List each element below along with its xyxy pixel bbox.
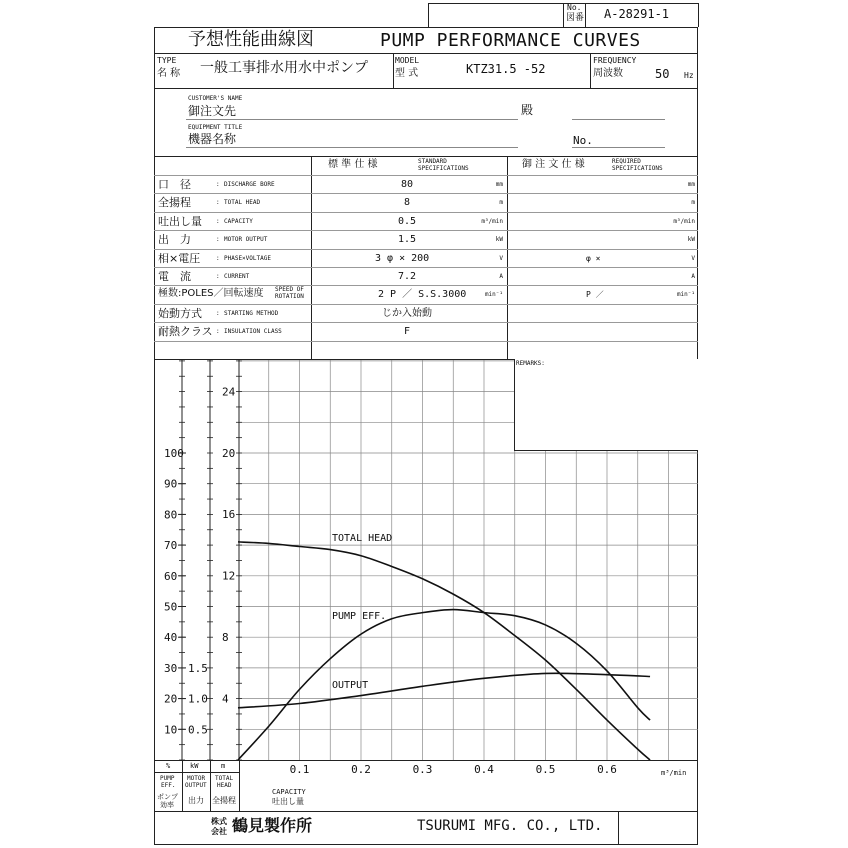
spec-row-standard-unit: kW	[495, 236, 503, 243]
equipment-label-jp: 機器名称	[188, 132, 237, 146]
spec-row-standard-value: 2 P ／ S.S.3000	[378, 289, 467, 300]
kw-axis-tick-label: 1.0	[188, 692, 208, 706]
footer-div	[618, 811, 619, 845]
spec-row-standard-value: 7.2	[397, 271, 417, 282]
spec-row-label-en: PHASE×VOLTAGE	[224, 255, 271, 262]
company-jp-small-1: 株式	[211, 817, 227, 826]
label-output: OUTPUT	[332, 680, 369, 691]
x-axis-tick-label: 0.4	[474, 763, 494, 776]
legend-unit-m: m	[221, 762, 226, 770]
legend-row-line	[154, 772, 240, 773]
eff-axis-tick-label: 50	[164, 600, 178, 614]
head-axis-tick-label: 24	[222, 385, 236, 399]
spec-row-colon: :	[216, 273, 220, 280]
eff-axis-tick-label: 10	[164, 723, 178, 737]
spec-row-required-unit: min⁻¹	[676, 291, 695, 298]
x-axis-tick-label: 0.2	[351, 763, 371, 776]
spec-row-required-value: P ／	[586, 290, 604, 299]
poles-en-2: ROTATION	[275, 293, 304, 300]
customer-suffix: 殿	[521, 103, 534, 117]
legend-eff-jp2: 効率	[160, 801, 174, 809]
legend-m-en2: HEAD	[217, 782, 232, 789]
head-axis-tick-label: 4	[222, 692, 229, 706]
spec-row-required-unit: A	[691, 273, 695, 280]
spec-row-standard-unit: mm	[495, 181, 503, 188]
poles-en-1: SPEED OF	[275, 286, 304, 293]
head-axis-tick-label: 8	[222, 631, 229, 645]
label-pump-eff: PUMP EFF.	[332, 611, 387, 622]
x-axis-tick-label: 0.1	[289, 763, 310, 776]
freq-label-jp: 周波数	[593, 68, 623, 79]
spec-row-colon: :	[216, 255, 220, 262]
poles-label: 極数:POLES／回転速度	[158, 288, 264, 299]
spec-header-required-en1: REQUIRED	[612, 158, 641, 165]
spec-row-colon: :	[216, 310, 220, 317]
spec-row-required-unit: m³/min	[673, 218, 695, 225]
spec-row-standard-value: 3 φ × 200	[375, 253, 430, 264]
legend-unit-kw: kW	[190, 762, 199, 770]
legend-eff-en2: EFF.	[161, 782, 176, 789]
freq-value: 50	[655, 67, 670, 81]
spec-row-standard-unit: m	[499, 199, 503, 206]
drawing-no-label-jp: 図番	[566, 13, 585, 23]
legend-div2	[210, 760, 211, 811]
spec-header-standard-en1: STANDARD	[418, 158, 447, 165]
company-jp-small-2: 会社	[211, 827, 227, 836]
spec-row-required-value: φ ×	[586, 254, 601, 263]
type-label-en: TYPE	[157, 56, 177, 65]
remarks-label: REMARKS:	[516, 360, 545, 367]
spec-row-required-unit: kW	[687, 236, 695, 243]
spec-header-required-en2: SPECIFICATIONS	[612, 165, 663, 172]
spec-header-required-jp: 御 注 文 仕 様	[522, 159, 585, 170]
label-total-head: TOTAL HEAD	[332, 533, 393, 544]
spec-row-label-jp: 相×電圧	[158, 252, 201, 265]
x-axis-tick-label: 0.3	[412, 763, 433, 776]
freq-unit: Hz	[684, 71, 694, 80]
spec-row-standard-value: 0.5	[397, 216, 417, 227]
spec-row-colon: :	[216, 236, 220, 243]
spec-header-standard-en2: SPECIFICATIONS	[418, 165, 469, 172]
type-value: 一般工事排水用水中ポンプ	[200, 60, 368, 76]
x-axis-tick-label: 0.5	[535, 763, 556, 776]
legend-div1	[182, 760, 183, 811]
spec-row-label-en: TOTAL HEAD	[224, 199, 261, 206]
customer-label-en: CUSTOMER'S NAME	[188, 95, 243, 102]
spec-row-required-unit: mm	[687, 181, 695, 188]
eff-axis-tick-label: 70	[164, 539, 178, 553]
equipment-label-en: EQUIPMENT TITLE	[188, 124, 243, 131]
legend-kw-en2: OUTPUT	[185, 782, 207, 789]
spec-row-required-unit: m	[691, 199, 695, 206]
spec-row-required-unit: V	[691, 255, 695, 262]
spec-row-standard-unit: A	[499, 273, 503, 280]
eff-axis-tick-label: 100	[164, 447, 184, 460]
capacity-label-jp: 吐出し量	[272, 797, 304, 806]
legend-top	[154, 760, 698, 761]
remarks-box	[514, 359, 698, 451]
spec-row-colon: :	[216, 218, 220, 225]
legend-bottom	[154, 811, 698, 812]
spec-row-label-en: CAPACITY	[224, 218, 253, 225]
spec-row-colon: :	[216, 181, 220, 188]
drawing-number: A-28291-1	[604, 7, 670, 21]
title-en: PUMP PERFORMANCE CURVES	[380, 30, 641, 51]
legend-m-jp: 全揚程	[212, 796, 236, 805]
spec-row-standard-value: F	[403, 326, 411, 337]
eff-axis-tick-label: 80	[164, 508, 178, 522]
spec-row-label-en: STARTING METHOD	[224, 310, 279, 317]
model-label-jp: 型 式	[395, 68, 419, 79]
title-jp: 予想性能曲線図	[188, 29, 314, 50]
legend-kw-en1: MOTOR	[187, 775, 206, 782]
spec-row-label-jp: 出 力	[158, 233, 191, 246]
spec-row-standard-unit: m³/min	[481, 218, 503, 225]
eff-axis-tick-label: 30	[164, 661, 178, 675]
spec-row-label-en: INSULATION CLASS	[224, 328, 282, 335]
x-axis-tick-label: 0.6	[597, 763, 617, 776]
legend-m-en1: TOTAL	[215, 775, 234, 782]
legend-eff-en1: PUMP	[160, 775, 175, 782]
head-axis-tick-label: 12	[222, 569, 236, 583]
spec-row-label-jp: 吐出し量	[158, 215, 202, 228]
eff-axis-tick-label: 40	[164, 631, 178, 645]
eff-axis-tick-label: 20	[164, 692, 178, 706]
capacity-label-en: CAPACITY	[272, 788, 306, 796]
spec-row-colon: :	[216, 199, 220, 206]
legend-div3	[239, 760, 240, 811]
head-axis-tick-label: 20	[222, 446, 236, 460]
freq-label-en: FREQUENCY	[593, 56, 637, 65]
spec-row-label-en: CURRENT	[224, 273, 250, 280]
spec-row-standard-unit: min⁻¹	[484, 291, 503, 298]
spec-row-colon: :	[216, 328, 220, 335]
spec-row-standard-value: 8	[403, 197, 411, 208]
legend-eff-jp1: ポンプ	[157, 793, 178, 801]
spec-row-label-jp: 耐熱クラス	[158, 325, 213, 338]
type-label-jp: 名 称	[157, 68, 181, 79]
eff-axis-tick-label: 90	[164, 477, 178, 491]
model-value: KTZ31.5 -52	[466, 62, 546, 76]
spec-row-label-jp: 口 径	[158, 178, 191, 191]
spec-row-label-jp: 電 流	[158, 270, 191, 283]
spec-row-standard-unit: V	[499, 255, 503, 262]
kw-axis-tick-label: 1.5	[188, 661, 208, 675]
company-name-en: TSURUMI MFG. CO., LTD.	[417, 818, 603, 834]
kw-axis-tick-label: 0.5	[188, 723, 208, 737]
x-axis-unit: m³/min	[661, 769, 687, 777]
legend-kw-jp: 出力	[188, 796, 204, 805]
spec-row-standard-value: じか入始動	[382, 308, 432, 319]
eff-axis-tick-label: 60	[164, 569, 178, 583]
spec-row-label-en: DISCHARGE BORE	[224, 181, 275, 188]
spec-row-label-jp: 全揚程	[158, 196, 191, 209]
spec-row-standard-value: 80	[400, 179, 414, 190]
spec-row-label-en: MOTOR OUTPUT	[224, 236, 268, 243]
spec-row-label-jp: 始動方式	[158, 307, 202, 320]
model-label-en: MODEL	[395, 56, 420, 65]
spec-row-standard-value: 1.5	[397, 234, 417, 245]
legend-unit-eff: %	[166, 762, 171, 770]
spec-header-standard-jp: 標 準 仕 様	[328, 159, 378, 170]
equipment-no-label: No.	[573, 134, 593, 147]
company-logo-jp: 鶴見製作所	[232, 816, 313, 835]
customer-label-jp: 御注文先	[188, 104, 237, 118]
head-axis-tick-label: 16	[222, 508, 236, 522]
drawing-no-label: No.	[567, 3, 582, 12]
